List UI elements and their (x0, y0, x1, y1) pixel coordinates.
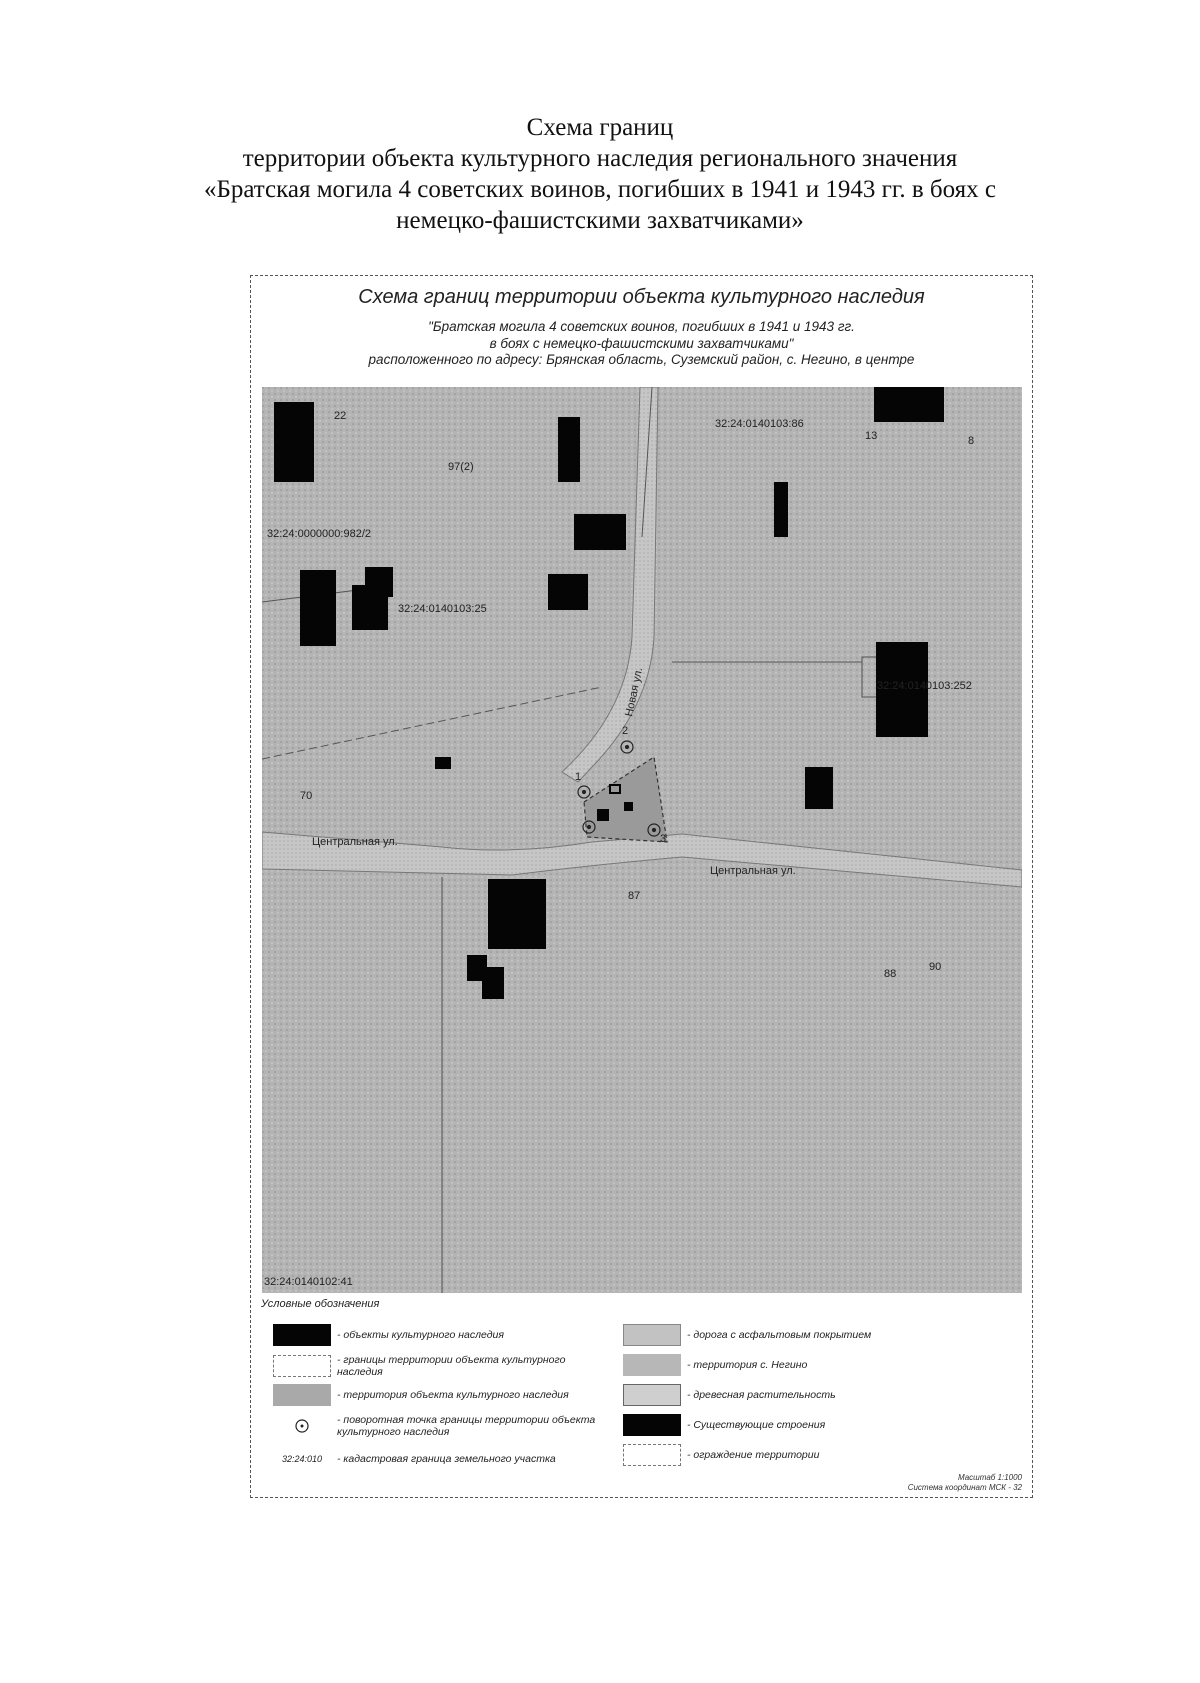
building (548, 574, 588, 610)
turning-point-icon (293, 1417, 311, 1435)
building (774, 482, 788, 537)
legend-swatch-road (623, 1324, 681, 1346)
legend-label: - территория с. Негино (687, 1359, 808, 1371)
legend-label: - поворотная точка границы территории объекта культурного наследия (337, 1414, 596, 1438)
legend-item-cadastral-boundary (273, 1448, 603, 1470)
legend-swatch-gray (273, 1384, 331, 1406)
legend-label: - Существующие строения (687, 1419, 826, 1431)
legend-swatch-black (273, 1324, 331, 1346)
map-sheet (250, 275, 1033, 1498)
legend-swatch-cadastral (273, 1448, 331, 1470)
street-label-novaya: Новая ул. (623, 666, 646, 718)
legend-label: - территория объекта культурного наследия (337, 1389, 569, 1401)
cadastral-label-41: 32:24:0140102:41 (264, 1276, 353, 1288)
building (300, 570, 336, 646)
document-title-line-2: территории объекта культурного наследия регионального значения (242, 145, 958, 172)
legend-label: - древесная растительность (687, 1389, 836, 1401)
building (482, 967, 504, 999)
plot-label-70: 70 (300, 790, 313, 802)
point-label-1: 1 (575, 771, 582, 783)
building (365, 567, 393, 597)
street-label-central-right: Центральная ул. (710, 865, 796, 877)
legend-label: - объекты культурного наследия (337, 1329, 504, 1341)
legend-swatch-dashed (273, 1355, 331, 1377)
point-label-2: 2 (622, 725, 629, 737)
plot-label-97: 97(2) (448, 461, 474, 473)
cadastral-label-982: 32:24:0000000:982/2 (267, 528, 371, 540)
building (874, 387, 944, 422)
cadastral-label-252: 32:24:0140103:252 (877, 680, 972, 692)
map-subheading-1: "Братская могила 4 советских воинов, погибших в 1941 и 1943 гг. (428, 319, 855, 334)
legend-item-heritage-boundary (273, 1354, 603, 1378)
point-label-3: 3 (660, 833, 667, 845)
plot-label-87: 87 (628, 890, 641, 902)
parcel-label-8: 8 (968, 435, 975, 447)
legend-item-heritage-object (273, 1324, 603, 1346)
map-address: расположенного по адресу: Брянская область, Суземский район, с. Негино, в центре (368, 352, 915, 367)
map-svg[interactable] (262, 387, 1022, 1293)
legend-swatch-vegetation (623, 1384, 681, 1406)
cadastral-label-325: 32:24:0140103:25 (398, 603, 487, 615)
legend-label: - дорога с асфальтовым покрытием (687, 1329, 872, 1341)
stamp-line-2: Система координат МСК - 32 (907, 1483, 1022, 1492)
map-legend (251, 1298, 1032, 1498)
plot-label-88: 88 (884, 968, 897, 980)
map-canvas[interactable] (262, 387, 1022, 1293)
legend-item-turning-point (273, 1414, 603, 1438)
legend-swatch-territory (623, 1354, 681, 1376)
legend-swatch-point (273, 1415, 331, 1437)
legend-label: - кадастровая граница земельного участка (337, 1453, 556, 1465)
legend-item-existing-buildings (623, 1414, 1003, 1436)
cadastral-label-86: 32:24:0140103:86 (715, 418, 804, 430)
parcel-label-22: 22 (334, 410, 347, 422)
legend-label: - ограждение территории (687, 1449, 820, 1461)
building (574, 514, 626, 550)
street-label-central-left: Центральная ул. (312, 836, 398, 848)
building (274, 402, 314, 482)
legend-swatch-dashed (623, 1444, 681, 1466)
document-title-line-3: «Братская могила 4 советских воинов, погибших в 1941 и 1943 гг. в боях с (203, 176, 997, 203)
heritage-object (624, 802, 633, 811)
building (435, 757, 451, 769)
legend-cadastral-code: 32:24:010 (281, 1454, 323, 1464)
document-title-line-1: Схема границ (526, 114, 674, 141)
legend-item-village-territory (623, 1354, 1003, 1376)
building (558, 417, 580, 482)
scale-stamp (908, 1473, 1022, 1493)
legend-item-fenced-territory (623, 1444, 1003, 1466)
building (488, 879, 546, 949)
legend-item-asphalt-road (623, 1324, 1003, 1346)
document-title-line-4: немецко-фашистскими захватчиками» (396, 207, 804, 234)
legend-label: - границы территории объекта культурного наследия (337, 1354, 566, 1378)
map-subheading-2: в боях с немецко-фашистскими захватчиками" (489, 336, 794, 351)
plot-label-90: 90 (929, 961, 942, 973)
legend-swatch-black (623, 1414, 681, 1436)
legend-title: Условные обозначения (261, 1298, 380, 1310)
heritage-object (597, 809, 609, 821)
legend-item-tree-vegetation (623, 1384, 1003, 1406)
stamp-line-1: Масштаб 1:1000 (957, 1473, 1022, 1482)
map-heading: Схема границ территории объекта культурного наследия (358, 286, 925, 308)
building (805, 767, 833, 809)
legend-item-heritage-territory (273, 1384, 603, 1406)
parcel-label-13: 13 (865, 430, 878, 442)
